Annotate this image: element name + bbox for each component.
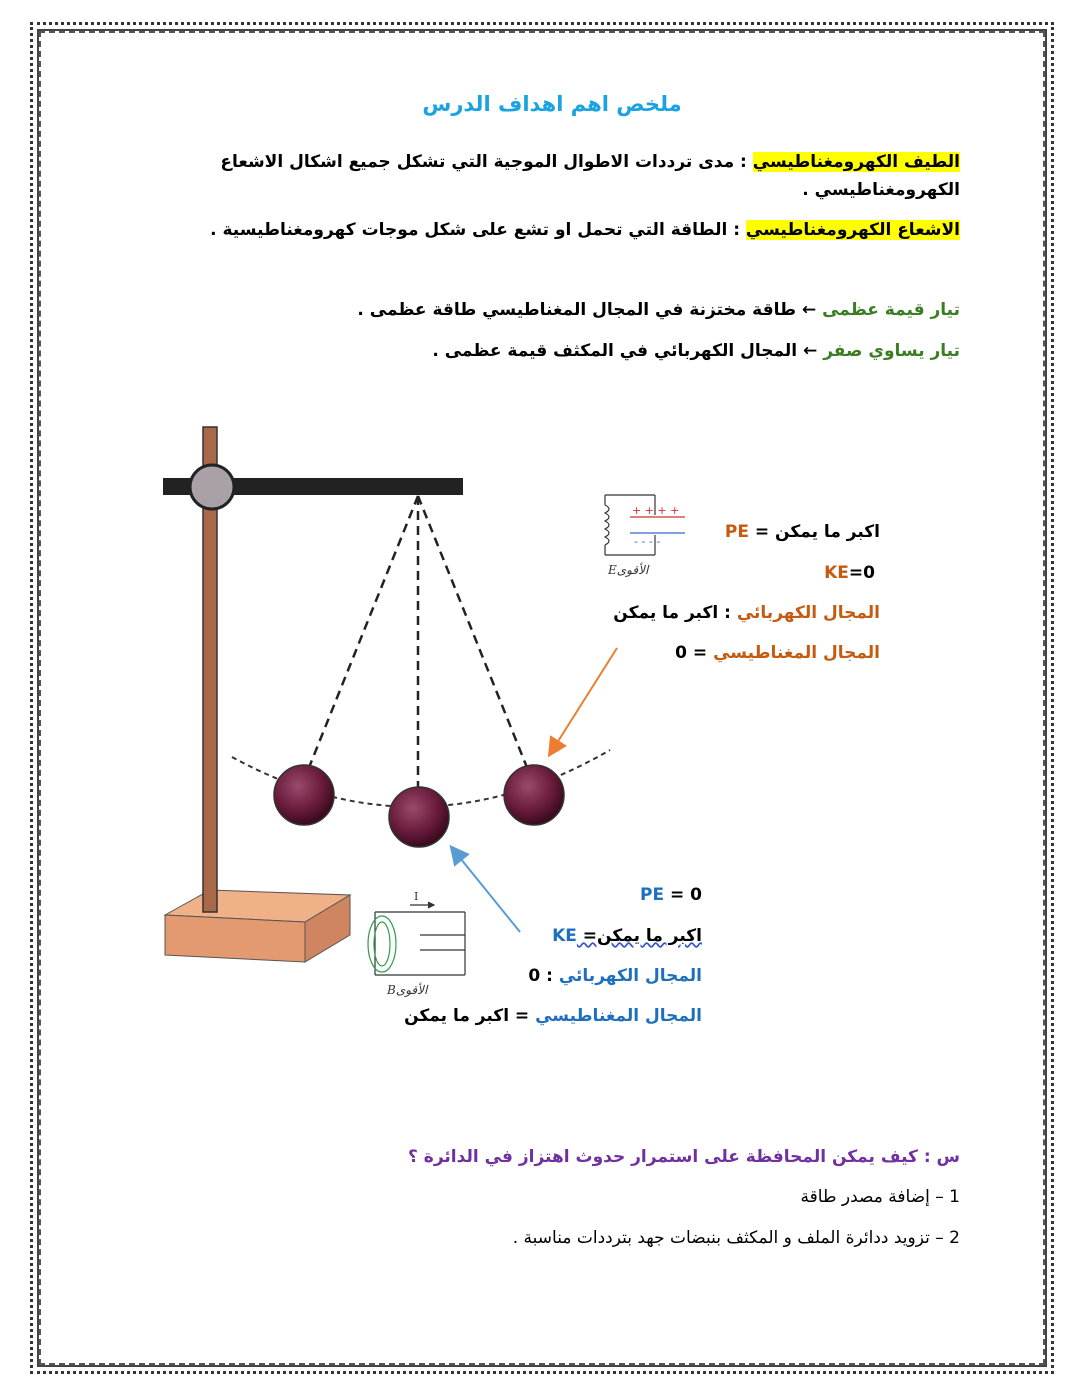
bottom-electric-line <box>528 966 702 986</box>
lc-circuit-charged-icon <box>605 495 685 555</box>
pe-label: PE <box>640 885 665 905</box>
rule-arrow: ← <box>797 341 824 361</box>
bottom-magnetic-line <box>404 1006 702 1026</box>
ke-label: KE <box>824 563 849 583</box>
magnetic-label: المجال المغناطيسي <box>535 1006 702 1026</box>
definition-term: الاشعاع الكهرومغناطيسي <box>745 220 960 240</box>
top-ke-line <box>824 563 875 583</box>
definition-spectrum-cont: الكهرومغناطيسي . <box>802 180 960 200</box>
rule-label: تيار قيمة عظمى <box>822 300 960 320</box>
magnetic-value: = اكبر ما يمكن <box>404 1006 536 1026</box>
electric-value: : اكبر ما يمكن <box>613 603 737 623</box>
stand-base <box>165 890 350 962</box>
bottom-ke-line <box>552 926 702 946</box>
definition-term: الطيف الكهرومغناطيسي <box>752 152 960 172</box>
ke-value: اكبر ما يمكن= <box>576 926 702 946</box>
pe-value: = 0 <box>664 885 702 905</box>
top-pe-line <box>725 522 880 542</box>
top-electric-line <box>613 603 880 623</box>
pe-label: PE <box>724 522 749 542</box>
clamp-knob <box>190 465 234 509</box>
top-magnetic-line <box>675 643 880 663</box>
electric-label: المجال الكهربائي <box>736 603 880 623</box>
svg-text:- - - -: - - - - <box>634 535 661 548</box>
rule-text: طاقة مختزنة في المجال المغناطيسي طاقة عظمى . <box>357 300 797 320</box>
arrow-to-max-swing <box>550 648 617 754</box>
answer-1: 1 – إضافة مصدر طاقة <box>800 1187 960 1207</box>
ke-label: KE <box>552 926 577 946</box>
caption-b-strongest: Bالأقوى <box>387 983 428 997</box>
pendulum-ball-left <box>274 765 334 825</box>
pendulum-ball-center <box>389 787 449 847</box>
current-symbol: I <box>414 890 419 903</box>
electric-label: المجال الكهربائي <box>558 966 702 986</box>
rule-label: تيار يساوي صفر <box>823 341 960 361</box>
pe-value: اكبر ما يمكن = <box>748 522 880 542</box>
svg-text:+ + + +: + + + + <box>632 504 680 517</box>
pendulum-strings <box>308 496 528 790</box>
definition-text: : مدى ترددات الاطوال الموجية التي تشكل جميع اشكال الاشعاع <box>220 152 753 172</box>
arrow-to-bottom <box>452 848 520 932</box>
answer-2: 2 – تزويد ددائرة الملف و المكثف بنبضات جهد بترددات مناسبة . <box>512 1228 960 1248</box>
page-title: ملخص اهم اهداف الدرس <box>422 92 682 116</box>
pendulum-ball-right <box>504 765 564 825</box>
bottom-pe-line <box>640 885 702 905</box>
lc-circuit-current-icon <box>368 902 465 975</box>
rule-arrow: ← <box>796 300 823 320</box>
ke-value: 0= <box>848 563 875 583</box>
definition-text: : الطاقة التي تحمل او تشع على شكل موجات كهرومغناطيسية . <box>210 220 746 240</box>
caption-e-strongest: Eالأقوى <box>608 563 649 577</box>
rule-text: المجال الكهربائي في المكثف قيمة عظمى . <box>432 341 798 361</box>
electric-value: : 0 <box>528 966 559 986</box>
question-text: س : كيف يمكن المحافظة على استمرار حدوث اهتزاز في الدائرة ؟ <box>408 1147 960 1167</box>
magnetic-value: = 0 <box>675 643 714 663</box>
magnetic-label: المجال المغناطيسي <box>713 643 880 663</box>
